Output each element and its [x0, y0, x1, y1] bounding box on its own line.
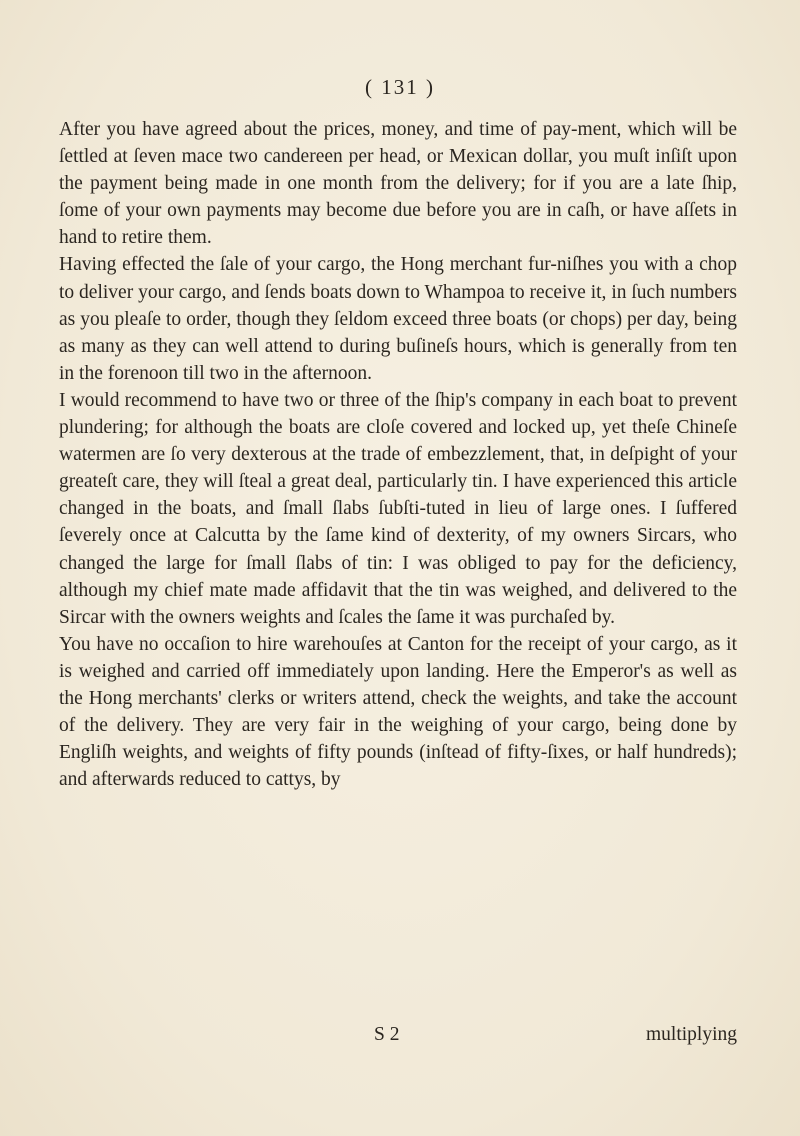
paragraph: I would recommend to have two or three of the ſhip's company in each boat to prevent plundering; for although the boats are cloſe covered and locked up, yet theſe Chineſe watermen are ſo very dexterous at the trade of embezzlement, that, in deſpight of your greateſt care, they will ſteal a great deal, particularly tin. I have experienced this article changed in the boats, and ſmall ſlabs ſubſti-tuted in lieu of large ones. I ſuffered ſeverely once at Calcutta by the ſame kind of dexterity, of my owners Sircars, who changed the large for ſmall ſlabs of tin: I was obliged to pay for the deficiency, although my chief mate made affidavit that the tin was weighed, and delivered to the Sircar with the owners weights and ſcales the ſame it was purchaſed by.	[59, 389, 737, 628]
paragraph: Having effected the ſale of your cargo, the Hong merchant fur-niſhes you with a chop to deliver your cargo, and ſends boats down to Whampoa to receive it, in ſuch numbers as you pleaſe to order, though they ſeldom exceed three boats (or chops) per day, being as many as they can well attend to during buſineſs hours, which is generally from ten in the forenoon till two in the afternoon.	[59, 254, 737, 384]
page-number: ( 131 )	[365, 75, 435, 99]
body-text	[59, 116, 737, 793]
catchword: multiplying	[645, 1024, 737, 1045]
signature-mark: S 2	[374, 1024, 400, 1045]
paragraph: After you have agreed about the prices, money, and time of pay-ment, which will be ſettled at ſeven mace two candereen per head, or Mexican dollar, you muſt inſiſt upon the payment being made in one month from the delivery; for if you are a late ſhip, ſome of your own payments may become due before you are in caſh, or have aſſets in hand to retire them.	[59, 119, 737, 249]
paragraph: You have no occaſion to hire warehouſes at Canton for the receipt of your cargo, as it is weighed and carried off immediately upon landing. Here the Emperor's as well as the Hong merchants' clerks or writers attend, check the weights, and take the account of the delivery. They are very fair in the weighing of your cargo, being done by Engliſh weights, and weights of fifty pounds (inſtead of fifty-ſixes, or half hundreds); and afterwards reduced to cattys, by	[59, 633, 737, 791]
page-footer	[0, 1024, 800, 1054]
